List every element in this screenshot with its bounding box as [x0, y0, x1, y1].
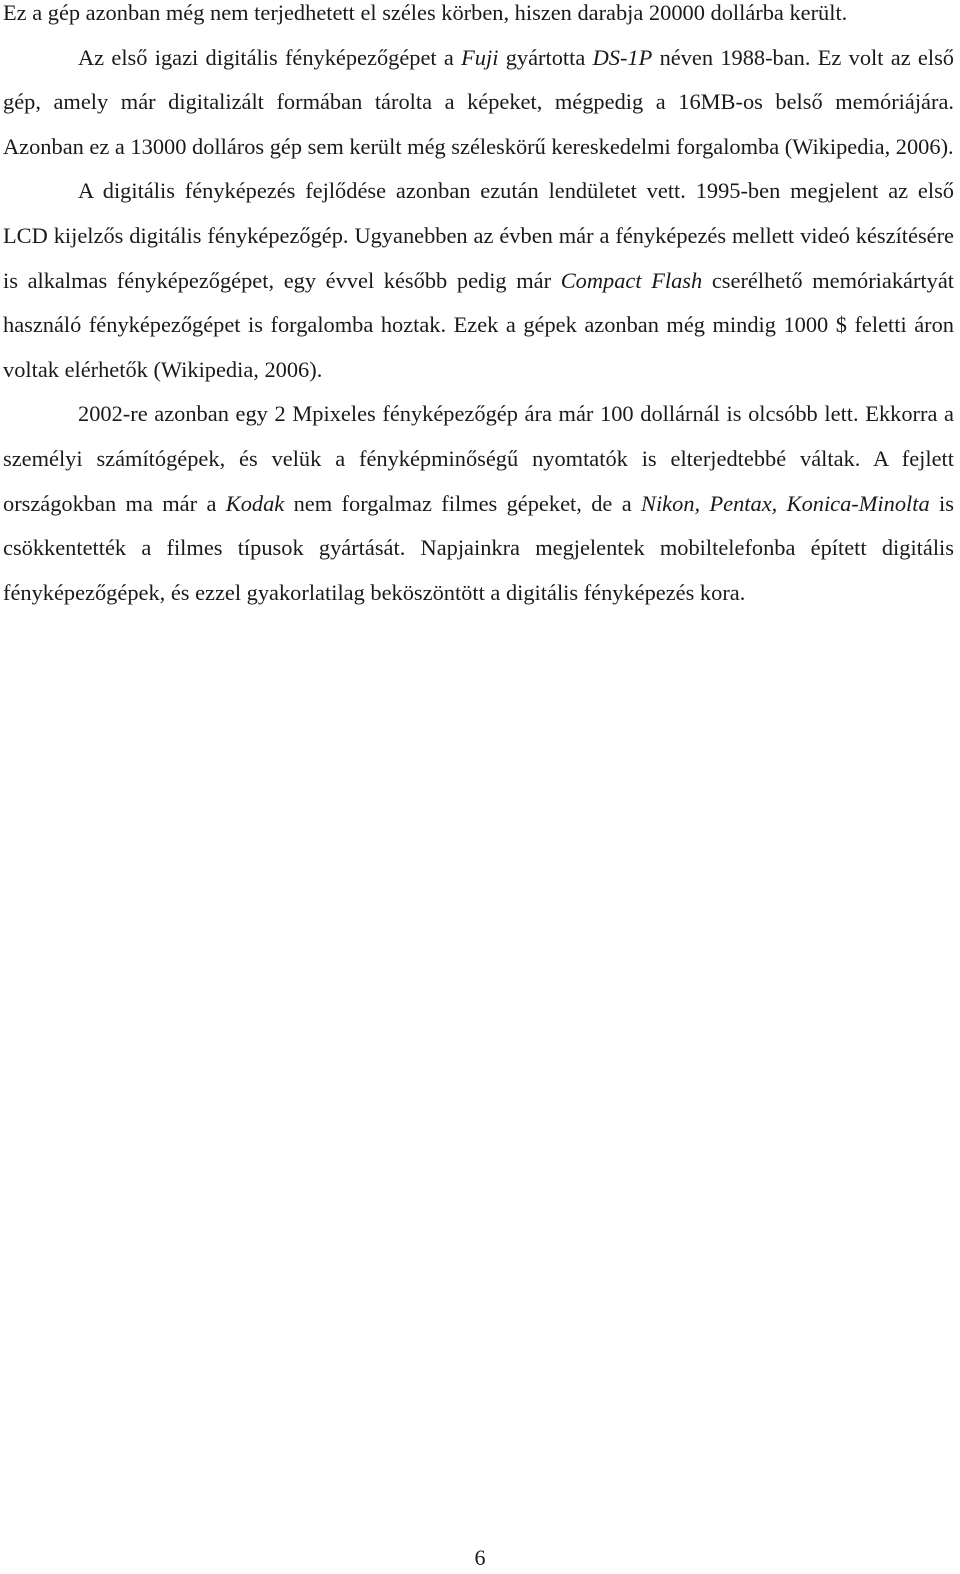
paragraph-2 [3, 36, 954, 170]
italic-term: Fuji [461, 44, 499, 70]
italic-term: Compact Flash [560, 267, 703, 293]
text-run: néven 1988-ban. Ez volt az első gép, amely már digitalizált formában tárolta a képeket, mégpedig a 16MB-os belső memóriájára. Azonban ez a 13000 dolláros gép sem került még széleskörű kereskedelmi forgalomba (Wikipedia, 2006). [3, 44, 954, 159]
text-run: Ez a gép azonban még nem terjedhetett el széles körben, hiszen darabja 20000 dollárba került. [3, 0, 848, 25]
text-run: A digitális fényképezés fejlődése azonban ezután lendületet vett. 1995-ben megjelent az első LCD kijelzős digitális fényképezőgép. Ugyanebben az évben már a fényképezés mellett videó készítésére is alkalmas fényképezőgépet, egy évvel később pedig már [3, 178, 954, 293]
text-run: cserélhető memóriakártyát használó fényképezőgépet is forgalomba hoztak. Ezek a gépek azonban még mindig 1000 $ feletti áron voltak elérhetők (Wikipedia, 2006). [3, 267, 954, 382]
text-run: Az első igazi digitális fényképezőgépet a [78, 44, 462, 70]
text-run: is csökkentették a filmes típusok gyártását. Napjainkra megjelentek mobiltelefonba épített digitális fényképezőgépek, és ezzel gyakorlatilag beköszöntött a digitális fényképezés kora. [3, 490, 954, 605]
paragraph-3 [3, 169, 954, 392]
text-run: gyártotta [498, 44, 593, 70]
page-number: 6 [474, 1545, 486, 1570]
italic-term: Kodak [225, 490, 285, 516]
text-run: nem forgalmaz filmes gépeket, de a [284, 490, 642, 516]
paragraph-1 [3, 0, 954, 36]
document-body [3, 0, 954, 615]
italic-term: DS-1P [592, 44, 653, 70]
text-run: 2002-re azonban egy 2 Mpixeles fényképezőgép ára már 100 dollárnál is olcsóbb lett. Ekkorra a személyi számítógépek, és velük a fényképminőségű nyomtatók is elterjedtebbé váltak. A fejlett országokban ma már a [3, 401, 954, 516]
italic-term: Nikon, Pentax, Konica-Minolta [641, 490, 930, 516]
paragraph-4 [3, 392, 954, 615]
